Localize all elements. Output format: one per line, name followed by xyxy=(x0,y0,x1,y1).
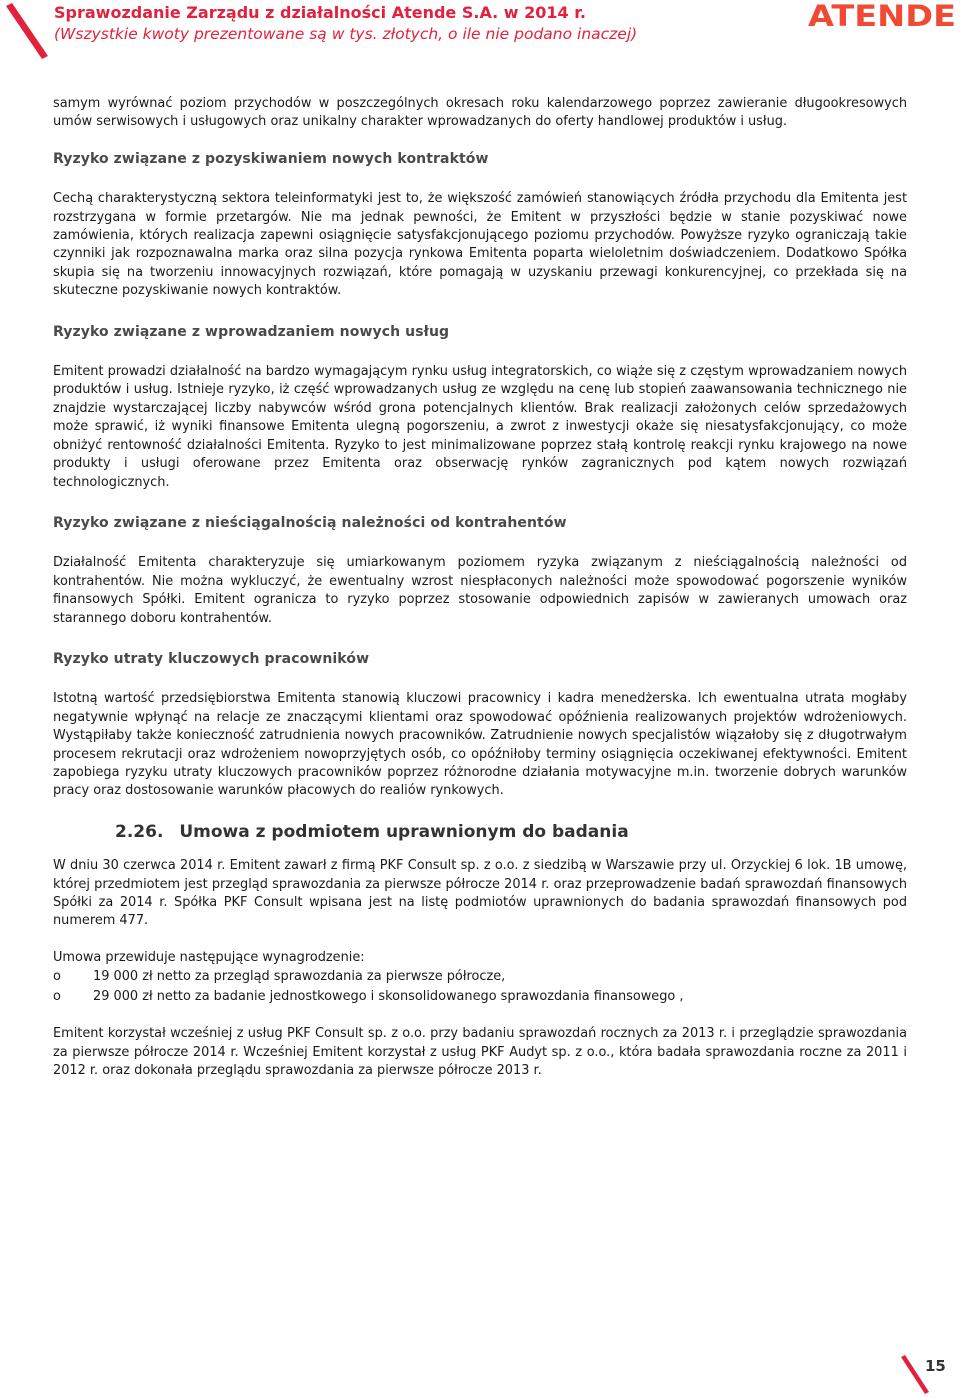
list-item-text: 29 000 zł netto za badanie jednostkowego i skonsolidowanego sprawozdania finansowego , xyxy=(93,989,684,1005)
paragraph-key-employees: Istotną wartość przedsiębiorstwa Emitenta stanowią kluczowi pracownicy i kadra menedżerska. Ich ewentualna utrata mogłaby negatywnie wpłynąć na relacje ze znaczącymi klientami oraz spowodować opóźnienia realizowanych projektów wdrożeniowych. Wystąpiłaby także konieczność zatrudnienia nowych pracowników. Zatrudnienie nowych specjalistów wiązałoby się z długotrwałym procesem rekrutacji oraz wdrożeniem nowoprzyjętych osób, co opóźniłoby terminy osiągnięcia oczekiwanej efektywności. Emitent zapobiega ryzyku utraty kluczowych pracowników poprzez różnorodne działania motywacyjne m.in. tworzenie dobrych warunków pracy oraz dostosowanie warunków płacowych do realiów rynkowych. xyxy=(53,691,907,799)
section-heading-new-services: Ryzyko związane z wprowadzaniem nowych usług xyxy=(53,323,450,340)
page-number: 15 xyxy=(925,1357,946,1375)
slash-logo-mark-icon xyxy=(4,2,50,60)
chapter-title: Umowa z podmiotem uprawnionym do badania xyxy=(179,821,629,842)
atende-logo xyxy=(808,2,958,28)
fees-list xyxy=(53,967,907,1007)
bullet-marker: o xyxy=(53,969,61,985)
page-header xyxy=(0,0,960,60)
report-subtitle: (Wszystkie kwoty prezentowane są w tys. złotych, o ile nie podano inaczej) xyxy=(54,25,638,43)
paragraph-new-contracts: Cechą charakterystyczną sektora teleinformatyki jest to, że większość zamówień stanowiących źródła przychodu dla Emitenta jest rozstrzygana w formie przetargów. Nie ma jednak pewności, że Emitent w przyszłości będzie w stanie pozyskiwać nowe zamówienia, których realizacja zapewni osiągnięcie satysfakcjonującego poziomu przychodów. Powyższe ryzyko ograniczają takie czynniki jak rozpoznawalna marka oraz silna pozycja rynkowa Emitenta poparta wieloletnim doświadczeniem. Dodatkowo Spółka skupia się na tworzeniu innowacyjnych rozwiązań, które pomagają w uzyskaniu przewagi konkurencyjnej, co przekłada się na skuteczne pozyskiwanie nowych kontraktów. xyxy=(53,191,907,299)
paragraph-new-services: Emitent prowadzi działalność na bardzo wymagającym rynku usług integratorskich, co wiąże się z częstym wprowadzaniem nowych produktów i usług. Istnieje ryzyko, iż część wprowadzanych usług ze względu na cenę lub stopień zaawansowania technicznego nie znajdzie wystarczającej liczby nabywców wśród grona potencjalnych klientów. Brak realizacji założonych celów sprzedażowych może sprawić, iż wyniki finansowe Emitenta ulegną pogorszeniu, a zwrot z inwestycji okaże się niesatysfakcjonujący, co może obniżyć rentowność działalności Emitenta. Ryzyko to jest minimalizowane poprzez stałą kontrolę reakcji rynku krajowego na nowe produkty i usługi oferowane przez Emitenta oraz obserwację rynków zagranicznych pod kątem nowych rozwiązań technologicznych. xyxy=(53,364,907,490)
list-item-text: 19 000 zł netto za przegląd sprawozdania za pierwsze półrocze, xyxy=(93,969,506,985)
intro-paragraph: samym wyrównać poziom przychodów w poszczególnych okresach roku kalendarzowego poprzez zawieranie długookresowych umów serwisowych i usługowych oraz unikalny charakter wprowadzanych do oferty handlowej produktów i usług. xyxy=(53,96,907,130)
paragraph-fees-intro: Umowa przewiduje następujące wynagrodzenie: xyxy=(53,949,365,965)
logo-text: ATENDE xyxy=(808,2,956,28)
paragraph-receivables: Działalność Emitenta charakteryzuje się umiarkowanym poziomem ryzyka związanym z nieściągalnością należności od kontrahentów. Nie można wykluczyć, że ewentualny wzrost niespłaconych należności może spowodować pogorszenie wyników finansowych Spółki. Emitent ogranicza to ryzyko poprzez stosowanie odpowiednich zapisów w zawieranych umowach oraz starannego doboru kontrahentów. xyxy=(53,555,907,626)
report-title: Sprawozdanie Zarządu z działalności Atende S.A. w 2014 r. xyxy=(54,3,586,22)
document-body xyxy=(53,95,907,1080)
list-item xyxy=(53,987,907,1007)
chapter-heading xyxy=(115,823,907,841)
paragraph-prior-audits: Emitent korzystał wcześniej z usług PKF Consult sp. z o.o. przy badaniu sprawozdań rocznych za 2013 r. i przeglądzie sprawozdania za pierwsze półrocze 2014 r. Wcześniej Emitent korzystał z usług PKF Audyt sp. z o.o., która badała sprawozdania roczne za 2011 i 2012 r. oraz dokonała przeglądu sprawozdania za pierwsze półrocze 2013 r. xyxy=(53,1026,907,1079)
section-heading-key-employees: Ryzyko utraty kluczowych pracowników xyxy=(53,650,370,667)
section-heading-receivables: Ryzyko związane z nieściągalnością należności od kontrahentów xyxy=(53,514,567,531)
paragraph-audit-agreement: W dniu 30 czerwca 2014 r. Emitent zawarł z firmą PKF Consult sp. z o.o. z siedzibą w Warszawie przy ul. Orzyckiej 6 lok. 1B umowę, której przedmiotem jest przegląd sprawozdania za pierwsze półrocze 2014 r. oraz przeprowadzenie badań sprawozdań finansowych Spółki za 2014 r. Spółka PKF Consult wpisana jest na listę podmiotów uprawnionych do badania sprawozdań finansowych pod numerem 477. xyxy=(53,858,907,929)
list-item xyxy=(53,967,907,987)
bullet-marker: o xyxy=(53,989,61,1005)
chapter-number: 2.26. xyxy=(115,821,164,842)
section-heading-new-contracts: Ryzyko związane z pozyskiwaniem nowych kontraktów xyxy=(53,150,489,167)
